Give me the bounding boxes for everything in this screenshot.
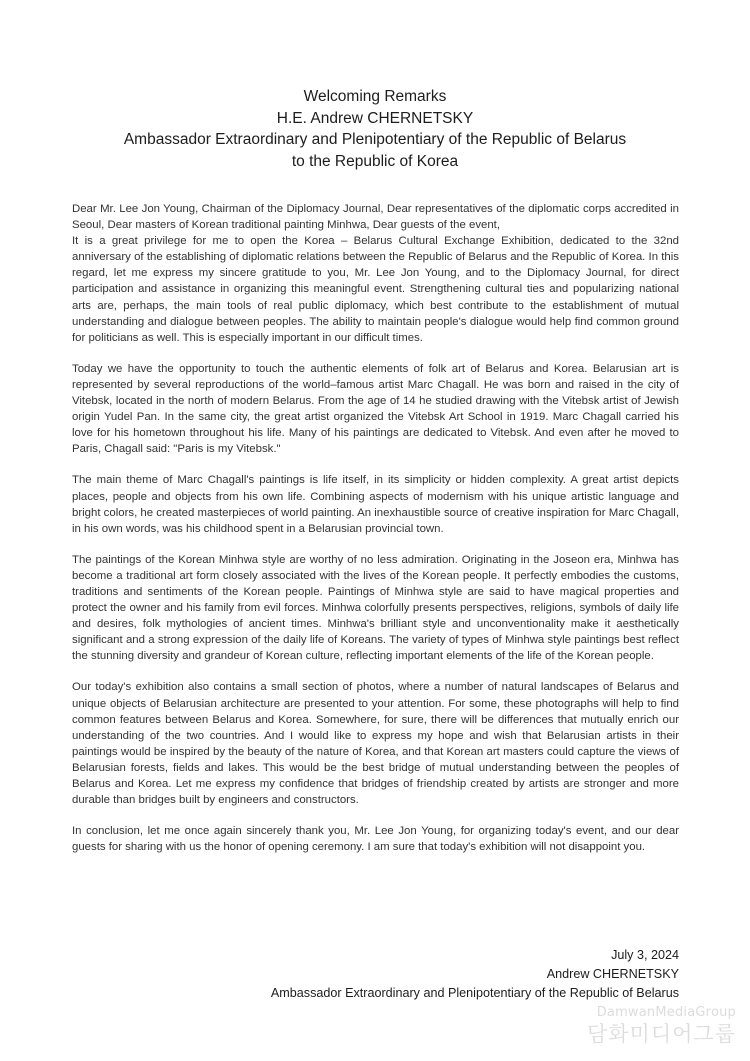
heading-title: Welcoming Remarks [303, 88, 447, 105]
salutation-block [72, 201, 679, 346]
heading-speaker-title-continued: to the Republic of Korea [291, 152, 459, 170]
watermark-korean: 담화미디어그룹 [586, 1022, 736, 1046]
paragraph-salutation: Dear Mr. Lee Jon Young, Chairman of the Diplomacy Journal, Dear representatives of the diplomatic corps accredited in Seoul, Dear masters of Korean traditional painting Minhwa, Dear guests of the event, [72, 203, 679, 232]
heading-speaker-name: H.E. Andrew CHERNETSKY [276, 109, 474, 127]
document-body [72, 201, 679, 855]
watermark [587, 1005, 736, 1047]
paragraph-minhwa: The paintings of the Korean Minhwa style are worthy of no less admiration. Originating in the Joseon era, Minhwa has become a traditional art form closely associated with the lives of the Korean people. It perfectly embodies the customs, traditions and sentiments of the Korean people. Paintings of Minhwa style are said to have magical properties and protect the owner and his family from evil forces. Minhwa colorfully presents perspectives, religions, symbols of daily life and desires, folk mythologies of ancient times. Minhwa's brilliant style and unconventionality make it aesthetically significant and a strong expression of the daily life of Koreans. The variety of types of Minhwa style paintings best reflect the stunning diversity and grandeur of Korean culture, reflecting important elements of the life of the Korean people. [72, 553, 679, 663]
paragraph-chagall-theme: The main theme of Marc Chagall's paintings is life itself, in its simplicity or hidden complexity. A great artist depicts places, people and objects from his own life. Combining aspects of modernism with his unique artistic language and bright colors, he created masterpieces of world painting. An inexhaustible source of creative inspiration for Marc Chagall, in his own words, was his childhood spent in a Belarusian provincial town. [72, 474, 679, 535]
signature-title: Ambassador Extraordinary and Plenipotentiary of the Republic of Belarus [270, 986, 679, 1000]
heading-speaker-title: Ambassador Extraordinary and Plenipotentiary of the Republic of Belarus [123, 131, 627, 148]
signature-block [271, 946, 679, 1003]
paragraph-photo-section: Our today's exhibition also contains a small section of photos, where a number of natural landscapes of Belarus and unique objects of Belarusian architecture are presented to your attention. For some, these photographs will help to find common features between Belarus and Korea. Somewhere, for sure, there will be differences that mutually enrich our understanding of the two countries. And I would like to express my hope and wish that Belarusian artists in their paintings would be inspired by the beauty of the nature of Korea, and that Korean art masters could capture the views of Belarusian forests, fields and lakes. This would be the best bridge of mutual understanding between the peoples of Belarus and Korea. Let me express my confidence that bridges of friendship created by artists are stronger and more durable than bridges built by engineers and constructors. [72, 681, 679, 807]
document-header [40, 86, 710, 172]
signature-date: July 3, 2024 [611, 948, 679, 962]
paragraph-conclusion: In conclusion, let me once again sincerely thank you, Mr. Lee Jon Young, for organizing today's event, and our dear guests for sharing with us the honor of opening ceremony. I am sure that today's exhibition will not disappoint you. [72, 825, 679, 854]
signature-name: Andrew CHERNETSKY [546, 967, 679, 981]
paragraph-privilege: It is a great privilege for me to open the Korea – Belarus Cultural Exchange Exhibition, dedicated to the 32nd anniversary of the establishing of diplomatic relations between the Republic of Belarus and the Republic of Korea. In this regard, let me express my sincere gratitude to you, Mr. Lee Jon Young, and to the Diplomacy Journal, for direct participation and assistance in organizing this meaningful event. Strengthening cultural ties and popularizing national arts are, perhaps, the main tools of real public diplomacy, which best contribute to the establishment of mutual understanding and dialogue between peoples. The ability to maintain people's dialogue would help find common ground for politicians as well. This is especially important in our difficult times. [72, 235, 679, 344]
watermark-english: DamwanMediaGroup [596, 1005, 736, 1020]
paragraph-chagall-intro: Today we have the opportunity to touch the authentic elements of folk art of Belarus and Korea. Belarusian art is represented by several reproductions of the world–famous artist Marc Chagall. He was born and raised in the city of Vitebsk, located in the north of modern Belarus. From the age of 14 he studied drawing with the Vitebsk artist of Jewish origin Yudel Pan. In the same city, the great artist organized the Vitebsk Art School in 1919. Marc Chagall carried his love for his hometown throughout his life. Many of his paintings are dedicated to Vitebsk. And even after he moved to Paris, Chagall said: "Paris is my Vitebsk." [72, 362, 679, 456]
